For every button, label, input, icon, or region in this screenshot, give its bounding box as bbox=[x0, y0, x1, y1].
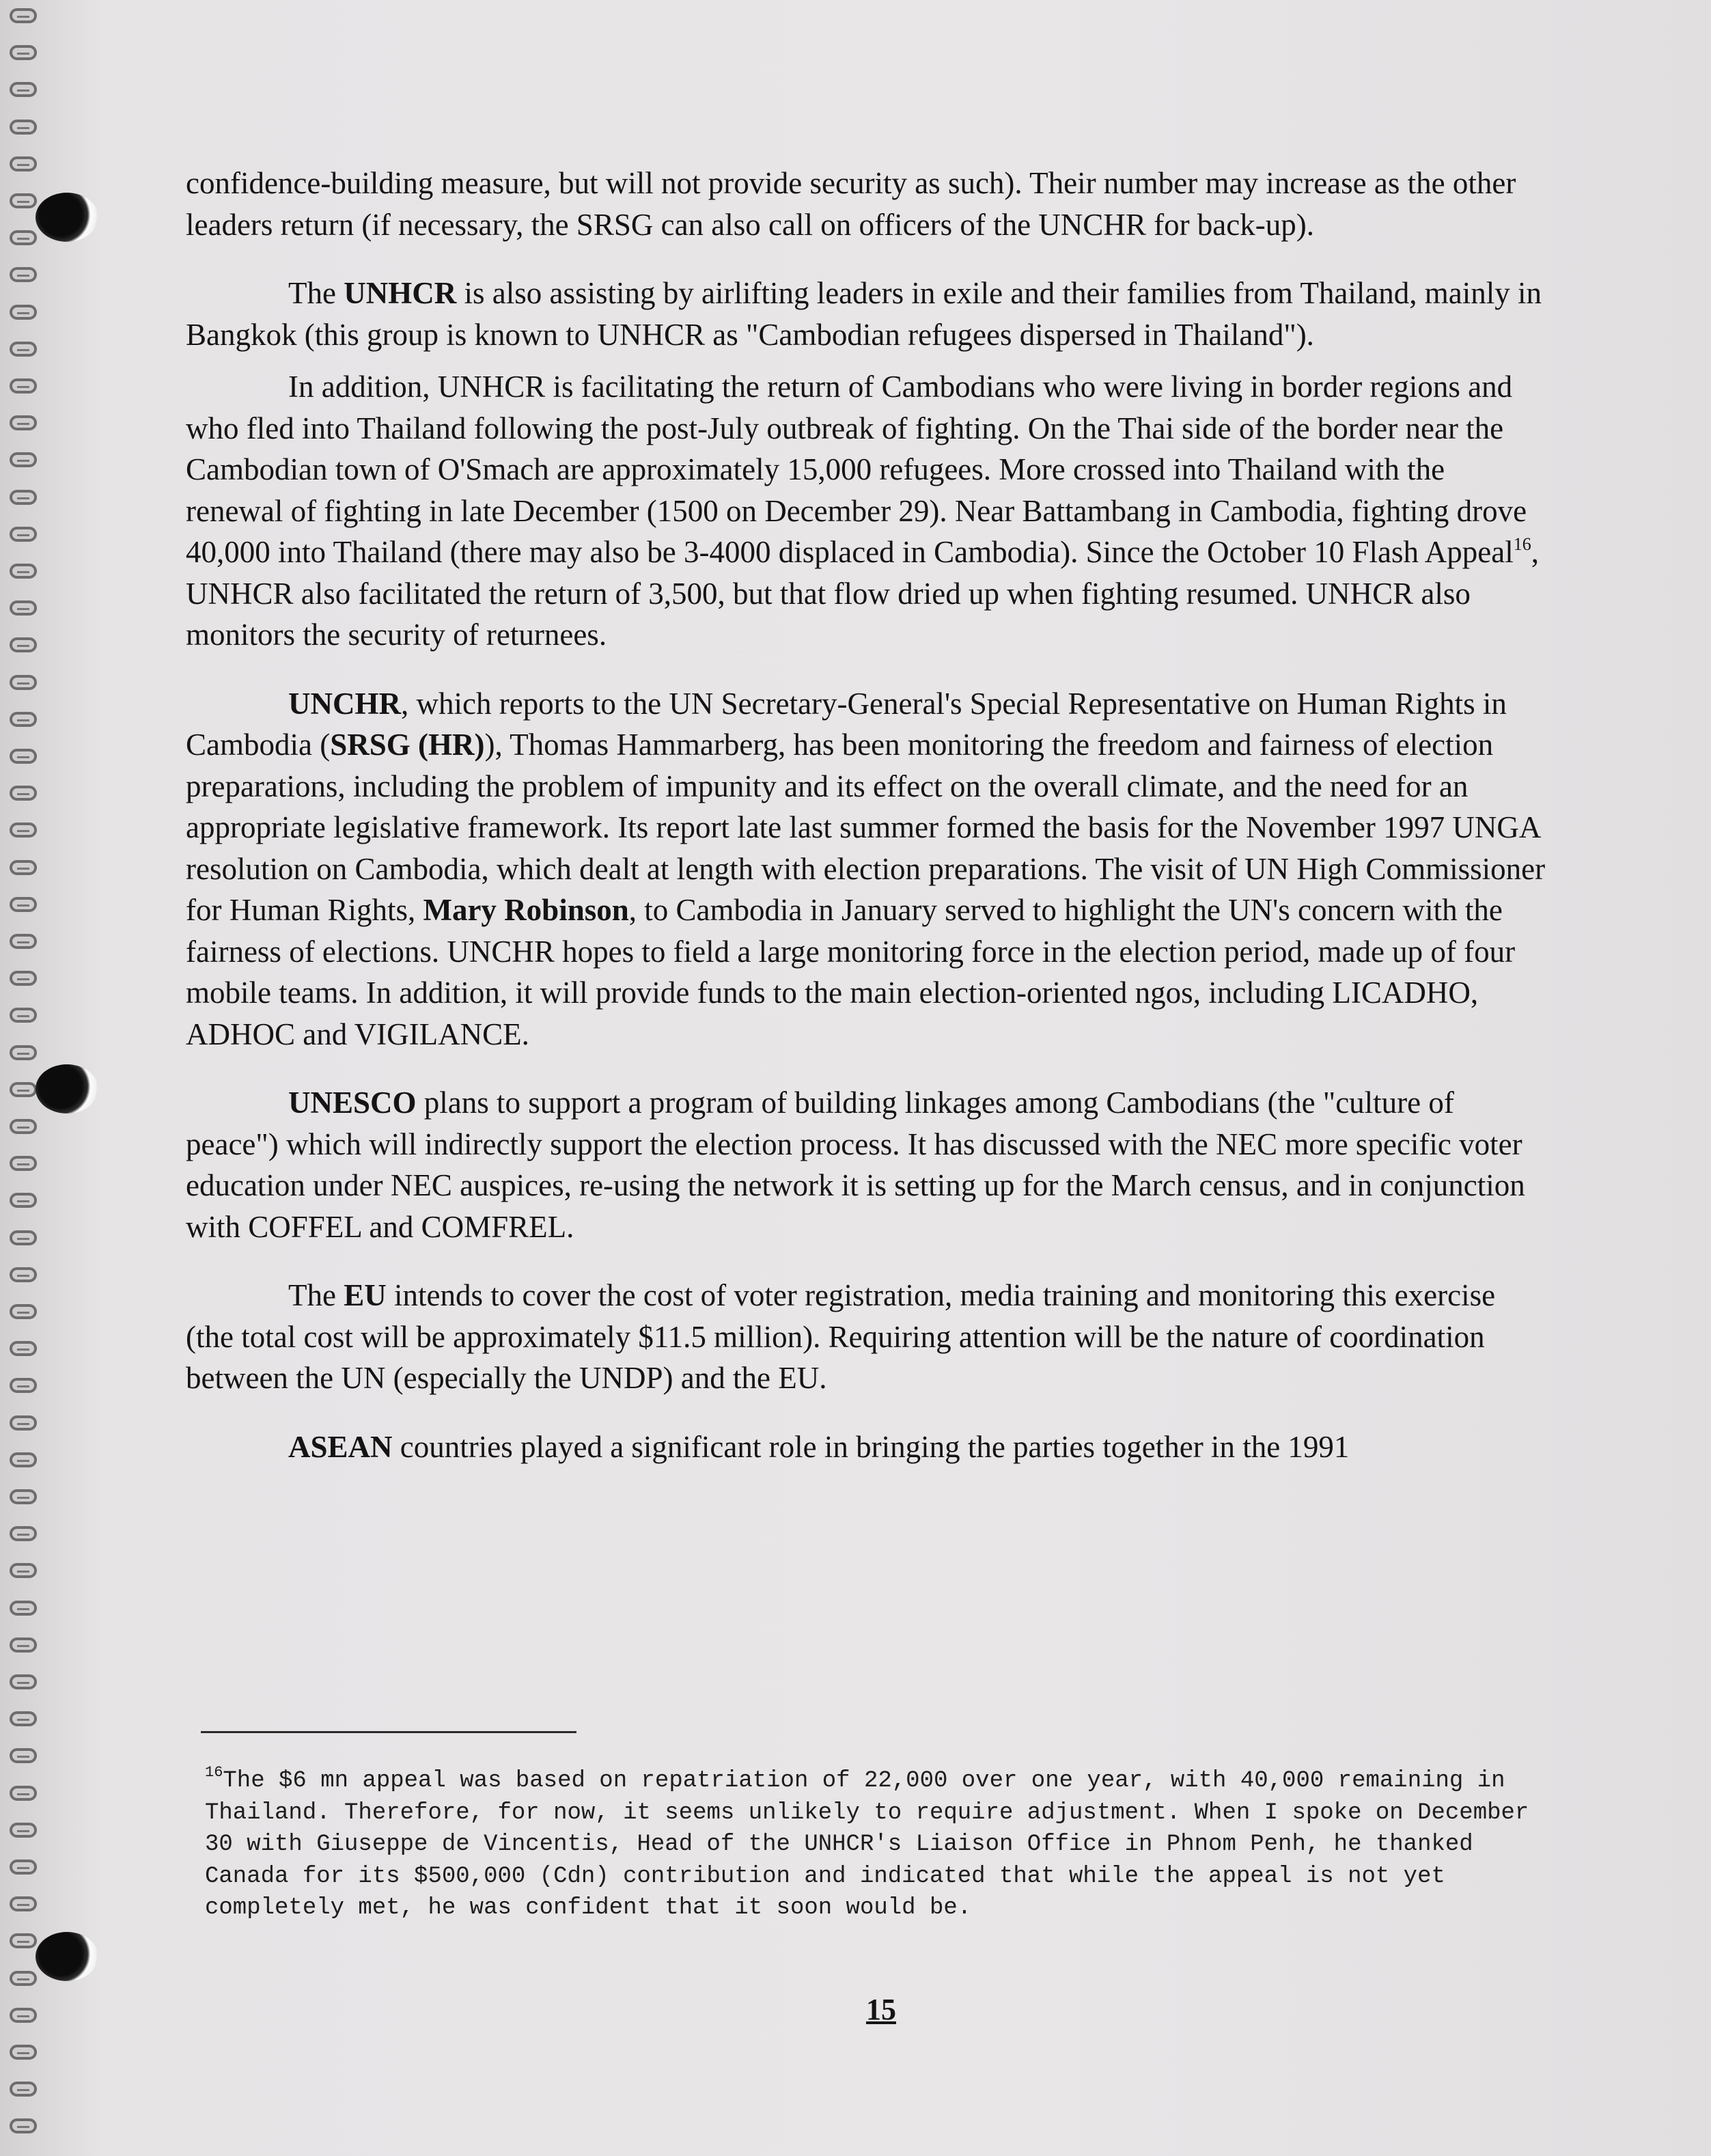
binding-coil bbox=[10, 1415, 37, 1431]
binding-coil bbox=[10, 1823, 37, 1838]
binding-coil bbox=[10, 378, 37, 393]
binding-coil bbox=[10, 1193, 37, 1208]
binding-coil bbox=[10, 2045, 37, 2060]
binding-coil bbox=[10, 415, 37, 430]
paragraph-unesco: UNESCO plans to support a program of building linkages among Cambodians (the "culture of peace") which will indirectly support the election process. It has discussed with the NEC more specific voter education under NEC auspices, re-using the network it is setting up for the March census, and in conjunction with COFFEL and COMFREL. bbox=[186, 1086, 1525, 1244]
binding-coil bbox=[10, 1971, 37, 1986]
binding-coil bbox=[10, 823, 37, 838]
binding-coil bbox=[10, 267, 37, 282]
binding-coil bbox=[10, 45, 37, 60]
binding-coil bbox=[10, 712, 37, 727]
binding-coil bbox=[10, 786, 37, 801]
binding-coil bbox=[10, 1156, 37, 1171]
binding-coil bbox=[10, 971, 37, 986]
binding-coil bbox=[10, 1341, 37, 1356]
binding-coil bbox=[10, 1082, 37, 1097]
org-name-unesco: UNESCO bbox=[288, 1086, 417, 1120]
binding-coil bbox=[10, 1304, 37, 1319]
binding-coil bbox=[10, 1489, 37, 1504]
binding-coil bbox=[10, 860, 37, 875]
binding-coil bbox=[10, 1452, 37, 1467]
binding-coil bbox=[10, 1526, 37, 1541]
binding-coil bbox=[10, 1119, 37, 1134]
binding-coil bbox=[10, 82, 37, 97]
binding-coil bbox=[10, 1230, 37, 1245]
binding-coil bbox=[10, 1637, 37, 1653]
binding-coil bbox=[10, 1008, 37, 1023]
org-name-unchr: UNCHR bbox=[288, 686, 401, 721]
binding-coil bbox=[10, 156, 37, 171]
binding-coil bbox=[10, 637, 37, 652]
binding-coil bbox=[10, 193, 37, 208]
binding-coil bbox=[10, 120, 37, 135]
binding-coil bbox=[10, 1933, 37, 1948]
binding-coil bbox=[10, 1563, 37, 1578]
binding-coil bbox=[10, 897, 37, 912]
binding-coil bbox=[10, 1674, 37, 1689]
binding-coil bbox=[10, 2118, 37, 2133]
binding-coil bbox=[10, 305, 37, 320]
binding-coil bbox=[10, 675, 37, 690]
binding-coil bbox=[10, 2082, 37, 2097]
binding-coil bbox=[10, 8, 37, 23]
footnote-reference: 16 bbox=[1513, 534, 1531, 554]
binding-coil bbox=[10, 527, 37, 542]
org-name-eu: EU bbox=[344, 1278, 387, 1312]
org-name-srsg-hr: SRSG (HR) bbox=[330, 728, 485, 762]
binding-coil bbox=[10, 934, 37, 949]
paragraph-unhcr-return: In addition, UNHCR is facilitating the return of Cambodians who were living in border regions and who fled into Thailand following the post-July outbreak of fighting. On the Thai side of the border near the Cambodian town of O'Smach are approximately 15,000 refugees. More crossed into Thailand with the renewal of fighting in late December (1500 on December 29). Near Battambang in Cambodia, fighting drove 40,000 into Thailand (there may also be 3-4000 displaced in Cambodia). Since the October 10 Flash Appeal$^{16}$, UNHCR also facilitated the return of 3,500, but that flow dried up when fighting resumed. UNHCR also monitors the security of returnees. bbox=[186, 370, 1539, 652]
org-name-unhcr: UNHCR bbox=[344, 276, 457, 310]
binding-coil bbox=[10, 230, 37, 245]
org-name-asean: ASEAN bbox=[288, 1429, 393, 1464]
binding-coil bbox=[10, 1378, 37, 1393]
binding-coil bbox=[10, 564, 37, 579]
footnote-16 bbox=[205, 1765, 1557, 1924]
footnote-separator bbox=[201, 1731, 576, 1733]
binding-coil bbox=[10, 1267, 37, 1282]
binding-coil bbox=[10, 342, 37, 357]
paragraph-asean: ASEAN countries played a significant role in bringing the parties together in the 1991 bbox=[288, 1429, 1350, 1464]
binding-coil bbox=[10, 749, 37, 764]
binding-coil bbox=[10, 1045, 37, 1060]
page-number: 15 bbox=[866, 1993, 896, 2026]
punch-hole-middle bbox=[36, 1064, 98, 1114]
binding-coil bbox=[10, 1786, 37, 1801]
punch-hole-bottom bbox=[36, 1932, 98, 1981]
binding-coil bbox=[10, 2008, 37, 2023]
binding-coil bbox=[10, 1860, 37, 1875]
footnote-number: 16 bbox=[205, 1764, 223, 1781]
binding-coil bbox=[10, 490, 37, 505]
paragraph-unhcr-airlift: The UNHCR is also assisting by airlifting leaders in exile and their families from Thailand, mainly in Bangkok (this group is known to UNHCR as "Cambodian refugees dispersed in Thailand"). bbox=[186, 276, 1542, 352]
paragraph-unchr: UNCHR, which reports to the UN Secretary-General's Special Representative on Human Rights in Cambodia (SRSG (HR)), Thomas Hammarberg, has been monitoring the freedom and fairness of election preparations, including the problem of impunity and its effect on the overall climate, and the need for an appropriate legislative framework. Its report late last summer formed the basis for the November 1997 UNGA resolution on Cambodia, which dealt at length with election preparations. The visit of UN High Commissioner for Human Rights, Mary Robinson, to Cambodia in January served to highlight the UN's concern with the fairness of elections. UNCHR hopes to field a large monitoring force in the election period, made up of four mobile teams. In addition, it will provide funds to the main election-oriented ngos, including LICADHO, ADHOC and VIGILANCE. bbox=[186, 686, 1546, 1051]
paragraph-continuation: confidence-building measure, but will not provide security as such). Their number may increase as the other leaders return (if necessary, the SRSG can also call on officers of the UNCHR for back-up). bbox=[186, 166, 1516, 242]
binding-coil bbox=[10, 452, 37, 467]
paragraph-eu: The EU intends to cover the cost of voter registration, media training and monitoring this exercise (the total cost will be approximately $11.5 million). Requiring attention will be the nature of coordination between the UN (especially the UNDP) and the EU. bbox=[186, 1278, 1496, 1395]
footnote-text: The $6 mn appeal was based on repatriation of 22,000 over one year, with 40,000 remaining in Thailand. Therefore, for now, it seems unlikely to require adjustment. When I spoke on December 30 with Giuseppe de Vincentis, Head of the UNHCR's Liaison Office in Phnom Penh, he thanked Canada for its $500,000 (Cdn) contribution and indicated that while the appeal is not yet completely met, he was confident that it soon would be. bbox=[205, 1768, 1529, 1921]
person-name-mary-robinson: Mary Robinson bbox=[423, 893, 629, 927]
binding-coil bbox=[10, 1711, 37, 1726]
binding-coil bbox=[10, 1601, 37, 1616]
binding-coil bbox=[10, 1748, 37, 1763]
binding-coil bbox=[10, 1896, 37, 1911]
binding-coil bbox=[10, 600, 37, 616]
body-text bbox=[186, 163, 1546, 1467]
punch-hole-top bbox=[36, 193, 98, 242]
